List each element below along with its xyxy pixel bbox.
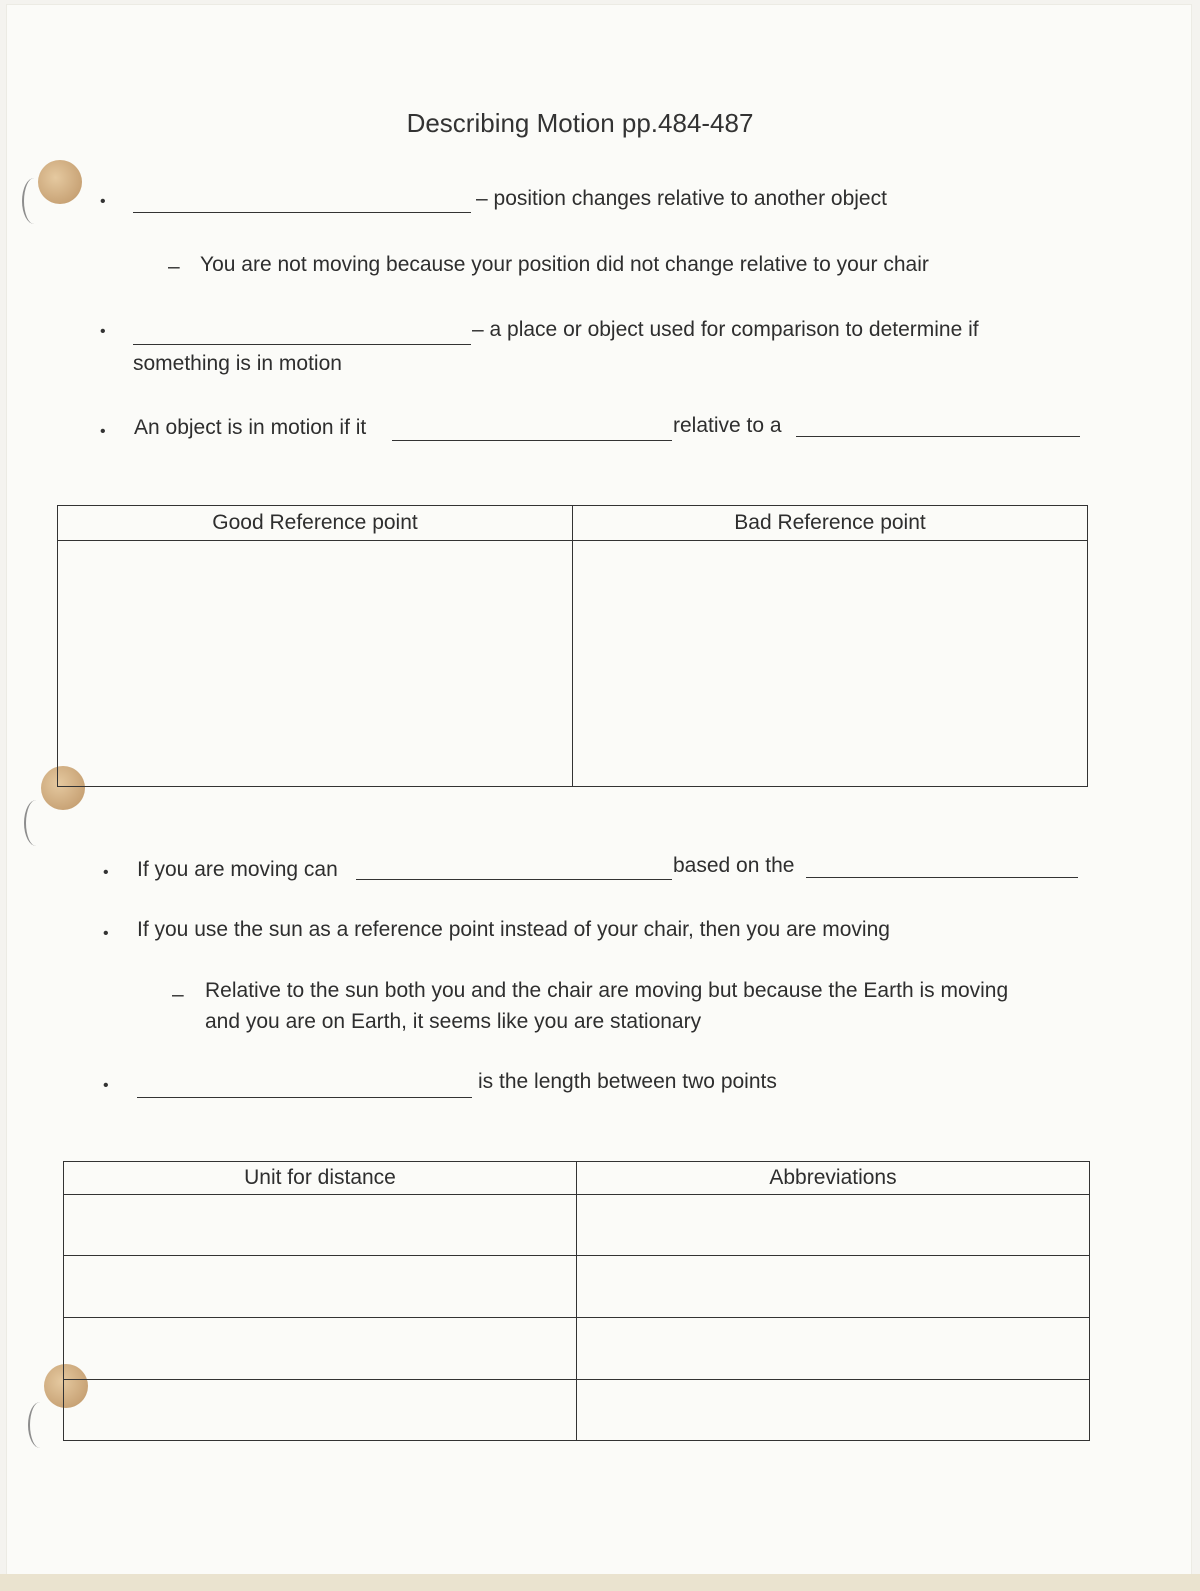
answer-blank-moving-can[interactable]: [356, 879, 672, 880]
dash: –: [168, 255, 180, 278]
table-row: [64, 1380, 1090, 1441]
object-motion-prefix: An object is in motion if it: [134, 416, 367, 439]
answer-blank-object-relative[interactable]: [796, 436, 1080, 437]
object-motion-mid: relative to a: [673, 414, 782, 437]
table-row: [64, 1195, 1090, 1256]
sun-reference-detail-line1: Relative to the sun both you and the chair are moving but because the Earth is moving: [205, 979, 1009, 1002]
bullet: •: [100, 423, 106, 440]
answer-blank-motion[interactable]: [133, 212, 471, 213]
table-cell-abbreviation[interactable]: [577, 1195, 1090, 1256]
moving-prefix: If you are moving can: [137, 858, 338, 881]
reference-point-table: [57, 505, 1088, 787]
table-cell-abbreviation[interactable]: [577, 1256, 1090, 1318]
table-cell-good-reference[interactable]: [58, 541, 573, 787]
table-cell-abbreviation[interactable]: [577, 1380, 1090, 1441]
reference-point-definition-cont: something is in motion: [133, 352, 342, 375]
table-header-bad-reference: Bad Reference point: [573, 506, 1088, 541]
sun-reference-detail-line2: and you are on Earth, it seems like you are stationary: [205, 1010, 702, 1033]
answer-blank-object-changes[interactable]: [392, 440, 672, 441]
bullet: •: [100, 323, 106, 340]
bullet: •: [103, 1077, 109, 1094]
table-cell-unit[interactable]: [64, 1195, 577, 1256]
dash: –: [172, 983, 184, 1006]
answer-blank-based-on[interactable]: [806, 877, 1078, 878]
table-cell-abbreviation[interactable]: [577, 1318, 1090, 1380]
table-header-unit: Unit for distance: [64, 1162, 577, 1195]
punch-hole-rim-top: [22, 178, 46, 224]
table-row: [64, 1256, 1090, 1318]
sun-reference-statement: If you use the sun as a reference point instead of your chair, then you are moving: [137, 918, 890, 941]
page-edge: [0, 1574, 1200, 1591]
table-cell-bad-reference[interactable]: [573, 541, 1088, 787]
punch-hole-rim-middle: [24, 800, 48, 846]
distance-units-table: [63, 1161, 1090, 1441]
distance-definition: is the length between two points: [478, 1070, 777, 1093]
table-cell-unit[interactable]: [64, 1256, 577, 1318]
answer-blank-distance[interactable]: [137, 1097, 472, 1098]
moving-mid: based on the: [673, 854, 795, 877]
bullet: •: [103, 925, 109, 942]
bullet: •: [103, 864, 109, 881]
table-cell-unit[interactable]: [64, 1318, 577, 1380]
answer-blank-reference-point[interactable]: [133, 344, 471, 345]
table-header-abbreviation: Abbreviations: [577, 1162, 1090, 1195]
table-header-good-reference: Good Reference point: [58, 506, 573, 541]
motion-definition: – position changes relative to another object: [476, 187, 887, 210]
table-cell-unit[interactable]: [64, 1380, 577, 1441]
motion-example: You are not moving because your position did not change relative to your chair: [200, 253, 929, 276]
worksheet-title: Describing Motion pp.484-487: [406, 108, 754, 138]
reference-point-definition: – a place or object used for comparison to determine if: [472, 318, 979, 341]
punch-hole-rim-bottom: [28, 1402, 52, 1448]
bullet: •: [100, 193, 106, 210]
table-row: [64, 1318, 1090, 1380]
